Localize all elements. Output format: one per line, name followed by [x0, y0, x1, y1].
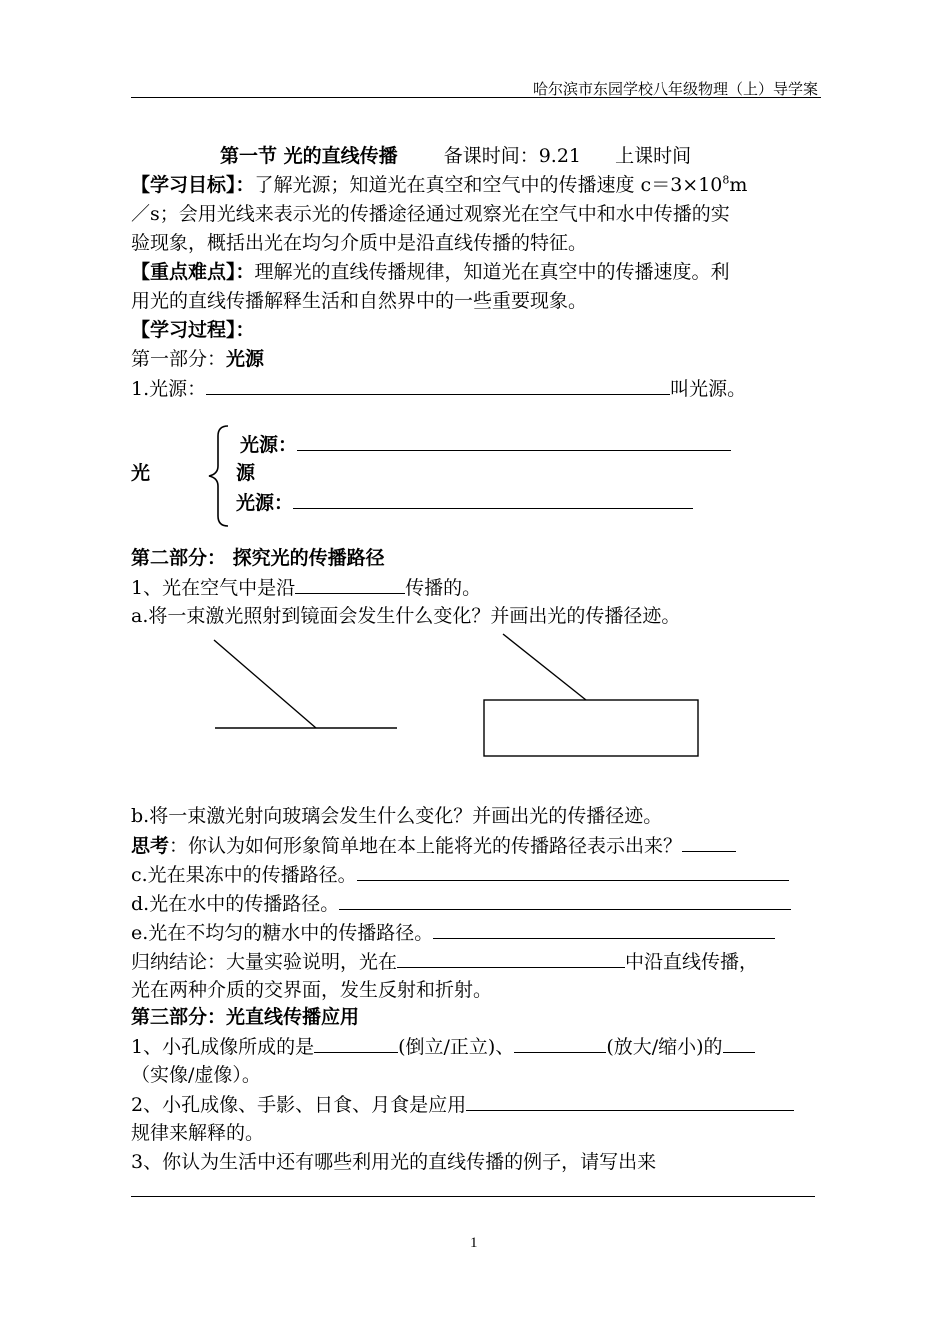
part3-q1-line2: （实像/虚像）。 — [131, 1064, 261, 1086]
part1-heading-prefix: 第一部分： — [131, 348, 227, 370]
part2-qe — [131, 918, 775, 948]
qd-text: d.光在水中的传播路径。 — [131, 893, 340, 915]
part3-q1-prefix: 1、小孔成像所成的是 — [131, 1036, 315, 1058]
part3-q2-prefix: 2、小孔成像、手影、日食、月食是应用 — [131, 1094, 467, 1116]
part2-heading: 第二部分： 探究光的传播路径 — [131, 547, 385, 569]
answer-blank[interactable] — [339, 889, 791, 910]
answer-blank[interactable] — [466, 1090, 794, 1111]
conclusion-suffix: 中沿直线传播， — [625, 951, 759, 973]
part2-qc — [131, 860, 789, 890]
goals-text-1: 了解光源；知道光在真空和空气中的传播速度 c＝3×10 — [254, 174, 723, 196]
keypoints-label: 【重点难点】： — [131, 261, 255, 283]
part2-q1-suffix: 传播的。 — [405, 577, 482, 599]
think-text: ：你认为如何形象简单地在本上能将光的传播路径表示出来？ — [169, 835, 683, 857]
part3-q3: 3、你认为生活中还有哪些利用光的直线传播的例子，请写出来 — [131, 1151, 657, 1173]
answer-blank[interactable] — [433, 918, 775, 939]
laser-beam-mirror — [214, 640, 316, 728]
glass-block — [484, 700, 698, 756]
part3-q2-line2: 规律来解释的。 — [131, 1122, 265, 1144]
answer-blank[interactable] — [295, 573, 405, 594]
goals-line3: 验现象，概括出光在均匀介质中是沿直线传播的特征。 — [131, 232, 588, 254]
light-source-row1 — [240, 430, 731, 460]
light-source-mid: 源 — [236, 462, 256, 484]
goals-label: 【学习目标】： — [131, 174, 255, 196]
goals-line1 — [131, 171, 747, 200]
answer-blank[interactable] — [682, 831, 736, 852]
answer-blank[interactable] — [206, 374, 670, 395]
brace-icon — [204, 424, 232, 528]
answer-blank[interactable] — [297, 430, 731, 451]
answer-blank[interactable] — [293, 488, 693, 509]
part1-q1-prefix: 1.光源： — [131, 378, 207, 400]
process-label: 【学习过程】： — [131, 319, 255, 341]
part3-q1-mid2: (放大/缩小)的 — [606, 1036, 723, 1058]
part1-q1 — [131, 374, 746, 404]
class-time: 上课时间 — [615, 145, 692, 167]
conclusion-line2: 光在两种介质的交界面，发生反射和折射。 — [131, 979, 493, 1001]
brace-left-label: 光 — [131, 462, 151, 484]
think-label: 思考 — [131, 835, 170, 857]
exponent: 8 — [722, 173, 730, 187]
light-source-row2 — [236, 488, 693, 518]
keypoints-line2: 用光的直线传播解释生活和自然界中的一些重要现象。 — [131, 290, 588, 312]
conclusion-prefix: 归纳结论：大量实验说明，光在 — [131, 951, 398, 973]
qc-text: c.光在果冻中的传播路径。 — [131, 864, 357, 886]
prep-time: 备课时间：9.21 — [443, 145, 582, 167]
part3-q1-mid1: (倒立/正立)、 — [398, 1036, 515, 1058]
part3-heading: 第三部分：光直线传播应用 — [131, 1006, 360, 1028]
goals-unit: m — [729, 174, 748, 196]
answer-blank[interactable] — [723, 1032, 755, 1053]
goals-line2: ／s；会用光线来表示光的传播途径通过观察光在空气中和水中传播的实 — [131, 203, 730, 225]
keypoints-line1 — [131, 258, 730, 287]
page-header: 哈尔滨市东园学校八年级物理（上）导学案 — [532, 80, 818, 98]
section-title: 第一节 光的直线传播 — [220, 145, 398, 167]
answer-blank[interactable] — [314, 1032, 398, 1053]
laser-beam-glass — [503, 634, 586, 700]
mirror-diagram — [200, 630, 720, 770]
part2-qd — [131, 889, 791, 919]
part2-qa: a.将一束激光照射到镜面会发生什么变化？并画出光的传播径迹。 — [131, 605, 681, 627]
answer-blank[interactable] — [397, 947, 625, 968]
answer-line[interactable] — [131, 1196, 815, 1197]
page-number: 1 — [470, 1235, 478, 1251]
part1-q1-suffix: 叫光源。 — [670, 378, 747, 400]
part1-heading — [131, 345, 264, 374]
conclusion-line1 — [131, 947, 758, 977]
part3-q2 — [131, 1090, 794, 1120]
qe-text: e.光在不均匀的糖水中的传播路径。 — [131, 922, 434, 944]
part1-heading-bold: 光源 — [226, 348, 265, 370]
keypoints-text-1: 理解光的直线传播规律，知道光在真空中的传播速度。利 — [254, 261, 730, 283]
think-line — [131, 831, 736, 861]
part2-q1-prefix: 1、光在空气中是沿 — [131, 577, 296, 599]
header-rule — [131, 97, 821, 98]
part2-qb: b.将一束激光射向玻璃会发生什么变化？并画出光的传播径迹。 — [131, 805, 663, 827]
title-line — [220, 142, 691, 171]
part3-q1 — [131, 1032, 755, 1062]
row1-label: 光源： — [240, 434, 298, 456]
answer-blank[interactable] — [514, 1032, 606, 1053]
part2-q1 — [131, 573, 481, 603]
row2-label: 光源： — [236, 492, 294, 514]
answer-blank[interactable] — [357, 860, 789, 881]
